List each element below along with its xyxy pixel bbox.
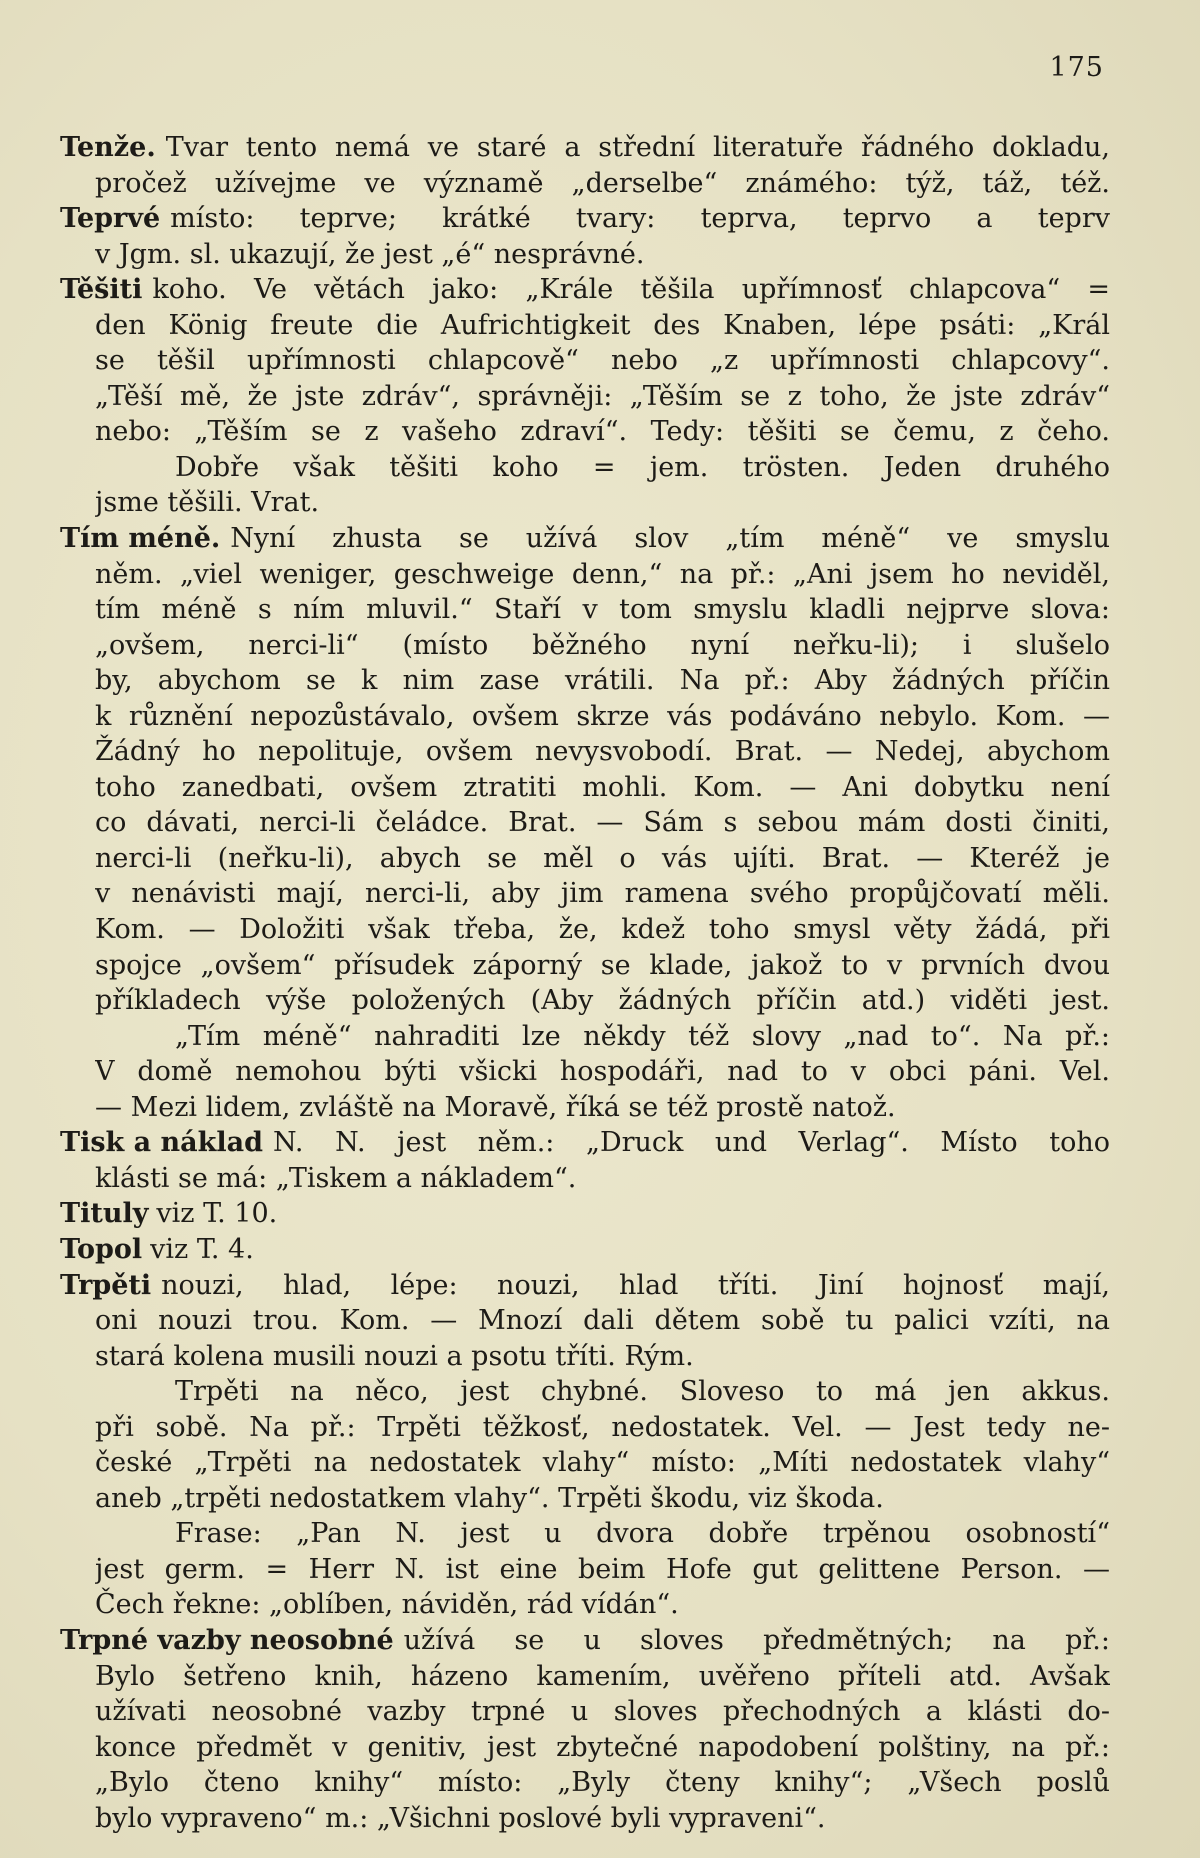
line-text: viz T. 10. — [156, 1198, 278, 1230]
text-line — [60, 379, 1110, 415]
text-line — [60, 1339, 1110, 1375]
page-number: 175 — [1049, 52, 1104, 83]
line-text: Bylo šetřeno knih, házeno kamením, uvěřeno příteli atd. Avšak — [95, 1660, 1110, 1692]
text-line — [60, 1303, 1110, 1339]
entry-headword: Trpěti — [60, 1269, 152, 1301]
text-line — [60, 237, 1110, 273]
line-text: české „Trpěti na nedostatek vlahy“ místo: „Míti nedostatek vlahy“ — [95, 1447, 1110, 1479]
entry-headword: Trpné vazby neosobné — [60, 1624, 394, 1656]
line-text: N. N. jest něm.: „Druck und Verlag“. Místo toho — [273, 1127, 1110, 1159]
line-text: toho zanedbati, ovšem ztratiti mohli. Kom. — Ani dobytku není — [95, 771, 1110, 803]
text-line — [60, 1445, 1110, 1481]
line-text: příkladech výše položených (Aby žádných příčin atd.) viděti jest. — [95, 985, 1110, 1017]
line-text: k různění nepozůstávalo, ovšem skrze vás podáváno nebylo. Kom. — — [95, 700, 1110, 732]
line-text: nerci-li (neřku-li), abych se měl o vás ujíti. Brat. — Kteréž je — [95, 842, 1110, 874]
line-text: spojce „ovšem“ přísudek záporný se klade, jakož to v prvních dvou — [95, 949, 1110, 981]
line-text: v nenávisti mají, nerci-li, aby jim ramena svého propůjčovatí měli. — [95, 878, 1110, 910]
text-line — [60, 485, 1110, 521]
text-line — [60, 948, 1110, 984]
text-line — [60, 272, 1110, 308]
text-line — [60, 1232, 1110, 1268]
text-line — [60, 1623, 1110, 1659]
line-text: nebo: „Těším se z vašeho zdraví“. Tedy: těšiti se čemu, z čeho. — [95, 416, 1110, 448]
text-line — [60, 699, 1110, 735]
entry-headword: Těšiti — [60, 274, 143, 306]
text-line — [60, 1090, 1110, 1126]
text-line — [60, 521, 1110, 557]
text-line — [60, 1161, 1110, 1197]
line-text: Žádný ho nepolituje, ovšem nevysvobodí. Brat. — Nedej, abychom — [95, 736, 1110, 768]
text-line — [60, 450, 1110, 486]
text-line — [60, 1410, 1110, 1446]
text-line — [60, 1694, 1110, 1730]
text-line — [60, 130, 1110, 166]
line-text: Kom. — Doložiti však třeba, že, kdež toho smysl věty žádá, při — [95, 914, 1110, 946]
text-line — [60, 166, 1110, 202]
line-text: Trpěti na něco, jest chybné. Sloveso to má jen akkus. — [175, 1376, 1110, 1408]
text-line — [60, 343, 1110, 379]
line-text: — Mezi lidem, zvláště na Moravě, říká se též prostě natož. — [95, 1091, 896, 1123]
line-text: „Těší mě, že jste zdráv“, správněji: „Těším se z toho, že jste zdráv“ — [95, 380, 1110, 412]
text-line — [60, 1054, 1110, 1090]
line-text: tím méně s ním mluvil.“ Staří v tom smyslu kladli nejprve slova: — [95, 594, 1110, 626]
text-line — [60, 1019, 1110, 1055]
line-text: v Jgm. sl. ukazují, že jest „é“ nesprávné. — [95, 238, 645, 270]
line-text: by, abychom se k nim zase vrátili. Na př.: Aby žádných příčin — [95, 665, 1110, 697]
line-text: V domě nemohou býti všicki hospodáři, nad to v obci páni. Vel. — [95, 1056, 1110, 1088]
entry-headword: Topol — [60, 1233, 143, 1265]
line-text: aneb „trpěti nedostatkem vlahy“. Trpěti škodu, viz škoda. — [95, 1482, 884, 1514]
text-line — [60, 557, 1110, 593]
text-line — [60, 805, 1110, 841]
text-line — [60, 1374, 1110, 1410]
line-text: konce předmět v genitiv, jest zbytečné napodobení polštiny, na př.: — [95, 1731, 1110, 1763]
line-text: stará kolena musili nouzi a psotu tříti. Rým. — [95, 1340, 694, 1372]
line-text: „Tím méně“ nahraditi lze někdy též slovy „nad to“. Na př.: — [175, 1020, 1110, 1052]
text-line — [60, 734, 1110, 770]
text-line — [60, 1268, 1110, 1304]
line-text: se těšil upřímnosti chlapcově“ nebo „z upřímnosti chlapcovy“. — [95, 345, 1110, 377]
line-text: pročež užívejme ve významě „derselbe“ známého: týž, táž, též. — [95, 167, 1110, 199]
text-line — [60, 414, 1110, 450]
line-text: Čech řekne: „oblíben, náviděn, rád vídán“. — [95, 1589, 679, 1621]
line-text: při sobě. Na př.: Trpěti těžkosť, nedostatek. Vel. — Jest tedy ne- — [95, 1411, 1110, 1443]
text-line — [60, 1516, 1110, 1552]
dictionary-text — [60, 130, 1110, 1836]
entry-headword: Tituly — [60, 1198, 149, 1230]
line-text: bylo vypraveno“ m.: „Všichni poslové byli vypraveni“. — [95, 1802, 826, 1834]
text-line — [60, 1730, 1110, 1766]
text-line — [60, 592, 1110, 628]
line-text: klásti se má: „Tiskem a nákladem“. — [95, 1162, 577, 1194]
line-text: užívá se u sloves předmětných; na př.: — [403, 1624, 1110, 1656]
text-line — [60, 1587, 1110, 1623]
text-line — [60, 1659, 1110, 1695]
line-text: Tvar tento nemá ve staré a střední literatuře řádného dokladu, — [165, 132, 1110, 163]
text-line — [60, 841, 1110, 877]
text-line — [60, 201, 1110, 237]
line-text: něm. „viel weniger, geschweige denn,“ na př.: „Ani jsem ho neviděl, — [95, 558, 1110, 590]
text-line — [60, 912, 1110, 948]
line-text: oni nouzi trou. Kom. — Mnozí dali dětem sobě tu palici vzíti, na — [95, 1305, 1110, 1337]
line-text: Frase: „Pan N. jest u dvora dobře trpěnou osobností“ — [175, 1518, 1110, 1550]
line-text: Dobře však těšiti koho = jem. trösten. Jeden druhého — [175, 451, 1110, 483]
line-text: Nyní zhusta se užívá slov „tím méně“ ve smyslu — [230, 523, 1110, 555]
line-text: co dávati, nerci-li čeládce. Brat. — Sám s sebou mám dosti činiti, — [95, 807, 1110, 839]
line-text: jsme těšili. Vrat. — [95, 487, 320, 519]
text-line — [60, 1552, 1110, 1588]
line-text: jest germ. = Herr N. ist eine beim Hofe gut gelittene Person. — — [95, 1553, 1110, 1585]
text-line — [60, 663, 1110, 699]
line-text: koho. Ve větách jako: „Krále těšila upřímnosť chlapcova“ = — [152, 274, 1110, 306]
line-text: „Bylo čteno knihy“ místo: „Byly čteny knihy“; „Všech poslů — [95, 1767, 1110, 1799]
line-text: den König freute die Aufrichtigkeit des Knaben, lépe psáti: „Král — [95, 309, 1110, 341]
text-line — [60, 876, 1110, 912]
line-text: užívati neosobné vazby trpné u sloves přechodných a klásti do- — [95, 1696, 1110, 1728]
text-line — [60, 1801, 1110, 1837]
line-text: místo: teprve; krátké tvary: teprva, teprvo a teprv — [170, 203, 1110, 235]
text-line — [60, 1196, 1110, 1232]
text-line — [60, 770, 1110, 806]
entry-headword: Tenže. — [60, 132, 156, 163]
entry-headword: Tím méně. — [60, 523, 221, 555]
text-line — [60, 628, 1110, 664]
entry-headword: Tisk a náklad — [60, 1127, 264, 1159]
text-line — [60, 308, 1110, 344]
text-line — [60, 983, 1110, 1019]
text-line — [60, 1125, 1110, 1161]
line-text: nouzi, hlad, lépe: nouzi, hlad tříti. Jiní hojnosť mají, — [161, 1269, 1110, 1301]
line-text: „ovšem, nerci-li“ (místo běžného nyní neřku-li); i slušelo — [95, 629, 1110, 661]
text-line — [60, 1765, 1110, 1801]
entry-headword: Teprvé — [60, 203, 161, 235]
text-line — [60, 1481, 1110, 1517]
line-text: viz T. 4. — [150, 1233, 254, 1265]
